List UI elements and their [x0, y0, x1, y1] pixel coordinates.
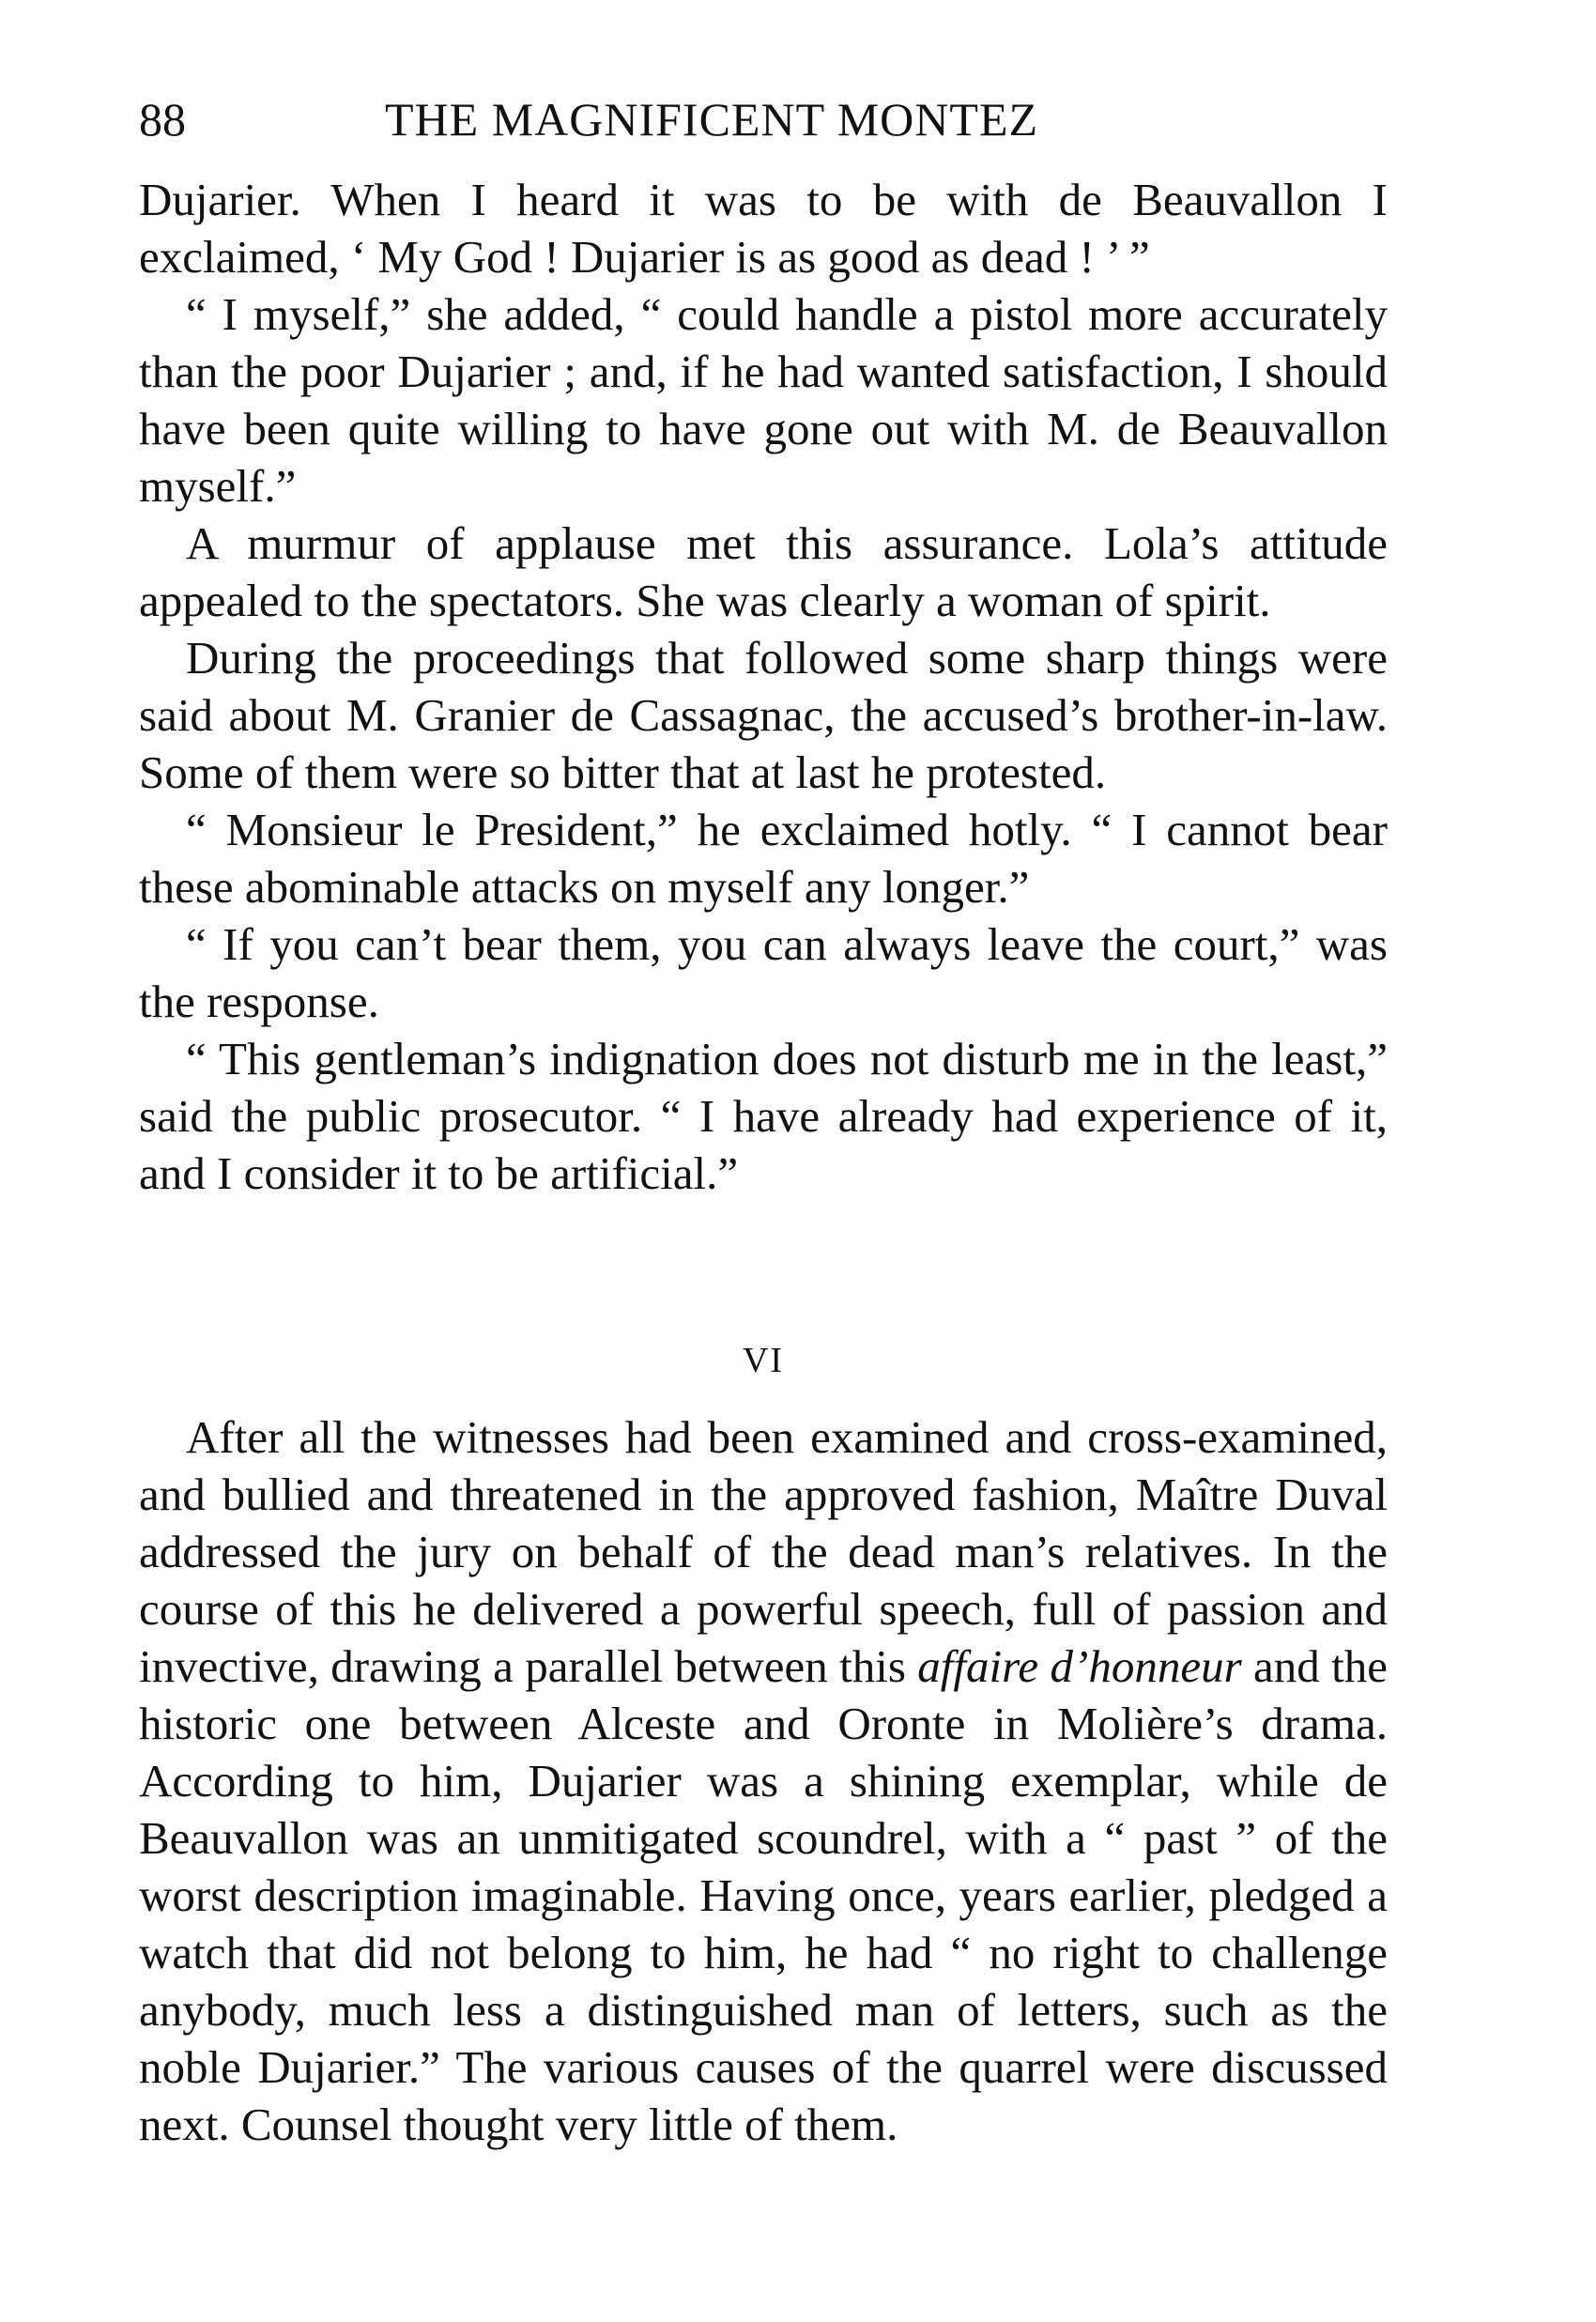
paragraph: [139, 1408, 1388, 2153]
italic-phrase: affaire d’honneur: [917, 1640, 1242, 1692]
paragraph: During the proceedings that followed some sharp things were said about M. Granier de Cassagnac, the accused’s brother-in-law. Some of them were so bitter that at last he protested.: [139, 632, 1388, 798]
paragraph: “ Monsieur le President,” he exclaimed hotly. “ I cannot bear these abominable attacks on myself any longer.”: [139, 804, 1388, 913]
paragraph-text: After all the witnesses had been examined and cross-examined, and bullied and threatened in the approved fashion, Maître Duval addressed the jury on behalf of the dead man’s relatives. In the course of this he delivered a powerful speech, full of passion and invective, drawing a parallel between this: [139, 1411, 1388, 1692]
paragraph-text: and the historic one between Alceste and Oronte in Molière’s drama. According to him, Dujarier was a shining exemplar, while de Beauvallon was an unmitigated scoundrel, with a “ past ” of the worst description imaginable. Having once, years earlier, pledged a watch that did not belong to him, he had “ no right to challenge anybody, much less a distinguished man of letters, such as the noble Dujarier.” The various causes of the quarrel were discussed next. Counsel thought very little of them.: [139, 1640, 1388, 2150]
paragraph: “ This gentleman’s indignation does not disturb me in the least,” said the public prosecutor. “ I have already had experience of it, and I consider it to be artificial.”: [139, 1033, 1388, 1199]
paragraph: “ If you can’t bear them, you can always leave the court,” was the response.: [139, 918, 1388, 1027]
section-heading: VI: [742, 1341, 785, 1380]
text-block-after-section: [139, 1408, 1388, 2153]
paragraph: “ I myself,” she added, “ could handle a pistol more accurately than the poor Dujarier ; and, if he had wanted satisfaction, I should have been quite willing to have gone out with M. de Beauvallon myself.”: [139, 288, 1388, 512]
text-block-before-section: [139, 171, 1388, 1202]
page-number: 88: [139, 93, 186, 146]
running-head: [139, 86, 1388, 152]
paragraph: A murmur of applause met this assurance. Lola’s attitude appealed to the spectators. She was clearly a woman of spirit.: [139, 517, 1388, 626]
paragraph-continuation: Dujarier. When I heard it was to be with de Beauvallon I exclaimed, ‘ My God ! Dujarier is as good as dead ! ’ ”: [139, 174, 1388, 283]
book-title: THE MAGNIFICENT MONTEZ: [385, 93, 1039, 146]
